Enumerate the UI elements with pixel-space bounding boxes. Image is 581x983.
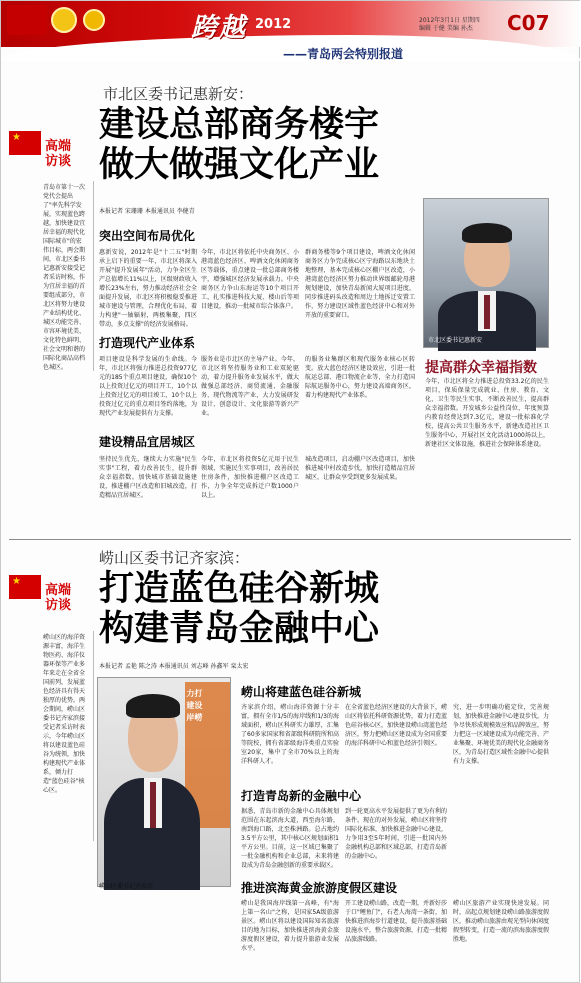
story1-subhead-1: 突出空间布局优化: [99, 229, 196, 243]
story1-photo-caption: 市北区委书记惠新安: [428, 337, 483, 344]
story1-badge: [9, 131, 89, 171]
flag-icon: [9, 131, 41, 155]
party-emblem-icon: [83, 9, 105, 31]
story1-pull-title: 提高群众幸福指数: [425, 360, 537, 376]
section-logo: 跨越: [191, 13, 248, 43]
story2-subhead-3: 推进滨海黄金旅游度假区建设: [241, 881, 398, 895]
story1-subhead-3: 建设精品宜居城区: [99, 435, 196, 449]
story2-subhead-1: 崂山将建蓝色硅谷新城: [241, 685, 362, 699]
divider: [93, 181, 94, 371]
story1-lead: 青岛市第十一次党代会提出了"率先科学发展，实现蓝色跨越，加快建设宜居幸福的现代化国际城市"的宏伟目标，两会期间，市北区委书记惠新安接受记者采访时称，作为宜居幸福的首要组成部分，市北区将努力建设产业结构优化、城区功能完善、市容环境优美、文化特色鲜明、社会文明和谐的国际化商品高档色城区。: [43, 184, 86, 371]
story1-col-9: 城改造项目，启动棚户区改造项目，加快推进城中村改造步伐，加快打造精品宜居城区，让群众享受到更多发展成果。: [305, 456, 415, 481]
divider: [93, 631, 94, 841]
story2-badge: [9, 575, 89, 615]
issue-editors: 编辑 于健 美编 孙杰: [419, 25, 473, 32]
story1-headline-line2: 做大做强文化产业: [99, 145, 380, 186]
page-number: C07: [507, 11, 550, 35]
story2-headline-line2: 构建青岛金融中心: [99, 609, 380, 650]
story2-lead: 崂山区的海洋资源丰富，海洋生物医药、海洋仪器环保等产业多年来走在全省全国前列，发展蓝色经济具有得天独厚的优势。两会期间，崂山区委书记齐家滨接受记者采访时表示，今年崂山区将以建设蓝色硅谷为统领，加快构建现代产业体系，倾力打造"蓝色硅谷"核心区。: [43, 634, 86, 794]
story1-col-5: 服务业是市北区的主导产业。今年，市北区将坚持服务业和工业双轮驱动，着力提升服务业发展水平，做大做强总部经济、商贸流通、金融服务、现代物流等产业，大力发展研发设计、创意设计、文化旅游等新兴产业。: [201, 356, 299, 417]
story1-kicker: 市北区委书记惠新安：: [103, 85, 254, 103]
story2-byline: 本报记者 孟艳 陈之涛 本报通讯员 刘志峰 孙鑫军 栾太宏: [99, 663, 249, 670]
story2-col-1: 齐家滨介绍，崂山海洋资源十分丰富，拥有全市1/5的海岸线和1/3的海域面积，崂山区科研实力雄厚，汇集了60多家国家和省部级科研院所和高等院校，拥有省部级海洋类重点实验室20家，集中了全市70%以上的海洋科研人才。: [241, 704, 339, 765]
story1-col-1: 惠新安说，2012年是"十二五"时期承上启下的重要一年，市北区将深入开展"提升发展年"活动，力争全区生产总值增长11%以上，区级财政收入增长23%左右，努力推动经济社会全面提升发展，市北区将积极稳妥推进城市建设与管理，合理优化布局，着力构建"一轴辐射，两极集聚，四区带动，多点支撑"的经济发展格局。: [99, 249, 197, 328]
issue-date: 2012年3月1日 星期四: [419, 17, 480, 24]
story1-col-3: 群商务楼等9个项目建设，啤酒文化休闲商务区力争完成核心区宁海路以东地块土地整理，基本完成核心区棚户区改造，小港湾蓝色经济区努力推动世界级邮轮母港规划建设，加快青岛新闻大厦项目进度，同步推进码头改造和周边土地拆迁安置工作，努力建设区域性蓝色经济中心和对外开放的重要窗口。: [305, 249, 415, 319]
story1-pull-text: 今年，市北区将全力推进总投资33.2亿的民生项目，保质保量完成就业、住房、教育、文化、卫生等民生实事，不断改善民生，提高群众幸福指数。开发城乡公益性岗位，年度预算内教育经费达到7.3亿元，建设一批标准化学校，提高公共卫生服务水平，新建改造社区卫生服务中心，开展社区文化活动1000场以上，新建社区文体设施，推进社会保障体系建设。: [425, 378, 549, 448]
story1-headline: [99, 105, 379, 186]
flag-icon: [9, 575, 41, 599]
section-logo-year: 2012: [255, 17, 292, 32]
story1-headline-line1: 建设总部商务楼宇: [99, 105, 380, 145]
issue-meta: [419, 17, 480, 33]
story1-byline: 本报记者 宋珊珊 本报通讯员 李健青: [99, 208, 195, 215]
section-subtitle: ——青岛两会特别报道: [283, 47, 404, 61]
story2-col-2: 在全省蓝色经济区建设的大背景下，崂山区将依托科研资源优势，着力打造蓝色硅谷核心区，加快建设崂山湾蓝色经济区，努力把崂山区建设成为全国重要的海洋科研中心和蓝色经济引领区。: [345, 704, 448, 747]
story2-kicker: 崂山区委书记齐家滨：: [99, 549, 250, 567]
story1-col-7: 坚持民生优先，继续大力实施"民生实事"工程，着力改善民生，提升群众幸福指数。加快城市基础设施建设，推进棚户区改造和旧城改造，打造精品宜居城区。: [99, 456, 197, 499]
badge-label: 高端 访谈: [45, 139, 72, 169]
story2-photo: [97, 677, 231, 887]
story1-col-4: 项目建设是科学发展的生命线。今年，市北区将强力推进总投资977亿元的185个重点项目建设，确保10个以上投资过亿元的项目开工，10个以上投资过亿元的项目竣工，10个以上投资过亿元的重点项目签约落地，为现代产业发展提供有力支撑。: [99, 356, 197, 417]
story1-col-6: 的服务业集群区和现代服务业核心区转变。放大蓝色经济区建设效应，引进一批航运总部、港口物流企业等，全力打造国际航运服务中心，努力建设高端商务区，着力构建现代产业体系。: [305, 356, 415, 399]
section-divider: [9, 539, 571, 540]
story2-col-3-a: 究，进一步明确功能定位，完善规划，加快推进金融中心建设步伐，力争尽快形成规模效应和品牌效应，努力把这一区域建设成为功能完善、产业集聚、环境优美的现代化金融商务区，为青岛打造区域性金融中心提供有力支撑。: [453, 704, 550, 765]
story2-col-8: 崂山区旅游产业实现快速发展。同时，高起点规划建设崂山路旅游度假区，推动崂山旅游由观光型向休闲度假型转变，打造一流的滨海旅游度假胜地。: [453, 900, 550, 943]
story2-headline-line1: 打造蓝色硅谷新城: [99, 569, 380, 609]
masthead: [1, 1, 581, 65]
story1-photo: [423, 198, 549, 348]
story1-col-2: 今年，市北区将依托中央商务区、小港湾蓝色经济区、啤酒文化休闲商务区等载体，重点建设一批总部商务楼宇，增强城区经济发展承载力。中央商务区力争山东海运等10个项目开工，扎实推进科技大厦、楼山后等项目建设，推动一批城市综合体落户。: [201, 249, 299, 310]
story2-photo-caption: 崂山区委书记齐家滨: [99, 883, 154, 890]
story2-col-4: 据悉，青岛市新的金融中心具体规划范围在东起滨海大道，西至海尔路，南到海口路，北至株洲路。总占地约3.5平方公里，其中核心区规划面积1平方公里。目前，这一区域已集聚了一批金融机构和企业总部，未来将建设成为青岛金融创新的重要承载区。: [241, 808, 339, 869]
flag-icon: [7, 5, 47, 35]
story2-col-7: 开工建设崂山路，改造一期，并新好莎于口"鲤鱼门"，石老人海湾一条街，加快推进滨海步行道建设，提升旅游基础设施水平，整合旅游资源，打造一批精品旅游线路。: [345, 900, 448, 943]
badge-label: 高端 访谈: [45, 583, 72, 613]
story1-col-8: 今年，市北区将投资5亿元用于民生领域，实施民生实事项目，改善居民住房条件，加快推进棚户区改造工作，力争全年完成拆迁户数1000户以上。: [201, 456, 299, 499]
story2-photo-sign-text: 力打 建设 岸崂: [186, 689, 203, 722]
story2-headline: [99, 569, 379, 650]
story2-col-5: 到一轮更高水平发展提供了更为有利的条件。现在的对外发展，崂山区将坚持国际化标准，加快推进金融中心建设，力争用3至5年时间，引进一批国内外金融机构总部和区域总部，打造青岛新的金融中心。: [345, 808, 448, 860]
story1-subhead-2: 打造现代产业体系: [99, 336, 196, 350]
story2-subhead-2: 打造青岛新的金融中心: [241, 789, 362, 803]
story2-col-6: 崂山是我国海岸线第一高峰，有"海上第一名山"之称，是国家5A级旅游景区。崂山区将以建设国际知名旅游目的地为目标，加快推进滨海黄金旅游度假区建设，着力提升旅游业发展水平。: [241, 900, 339, 952]
national-emblem-icon: [51, 7, 77, 33]
